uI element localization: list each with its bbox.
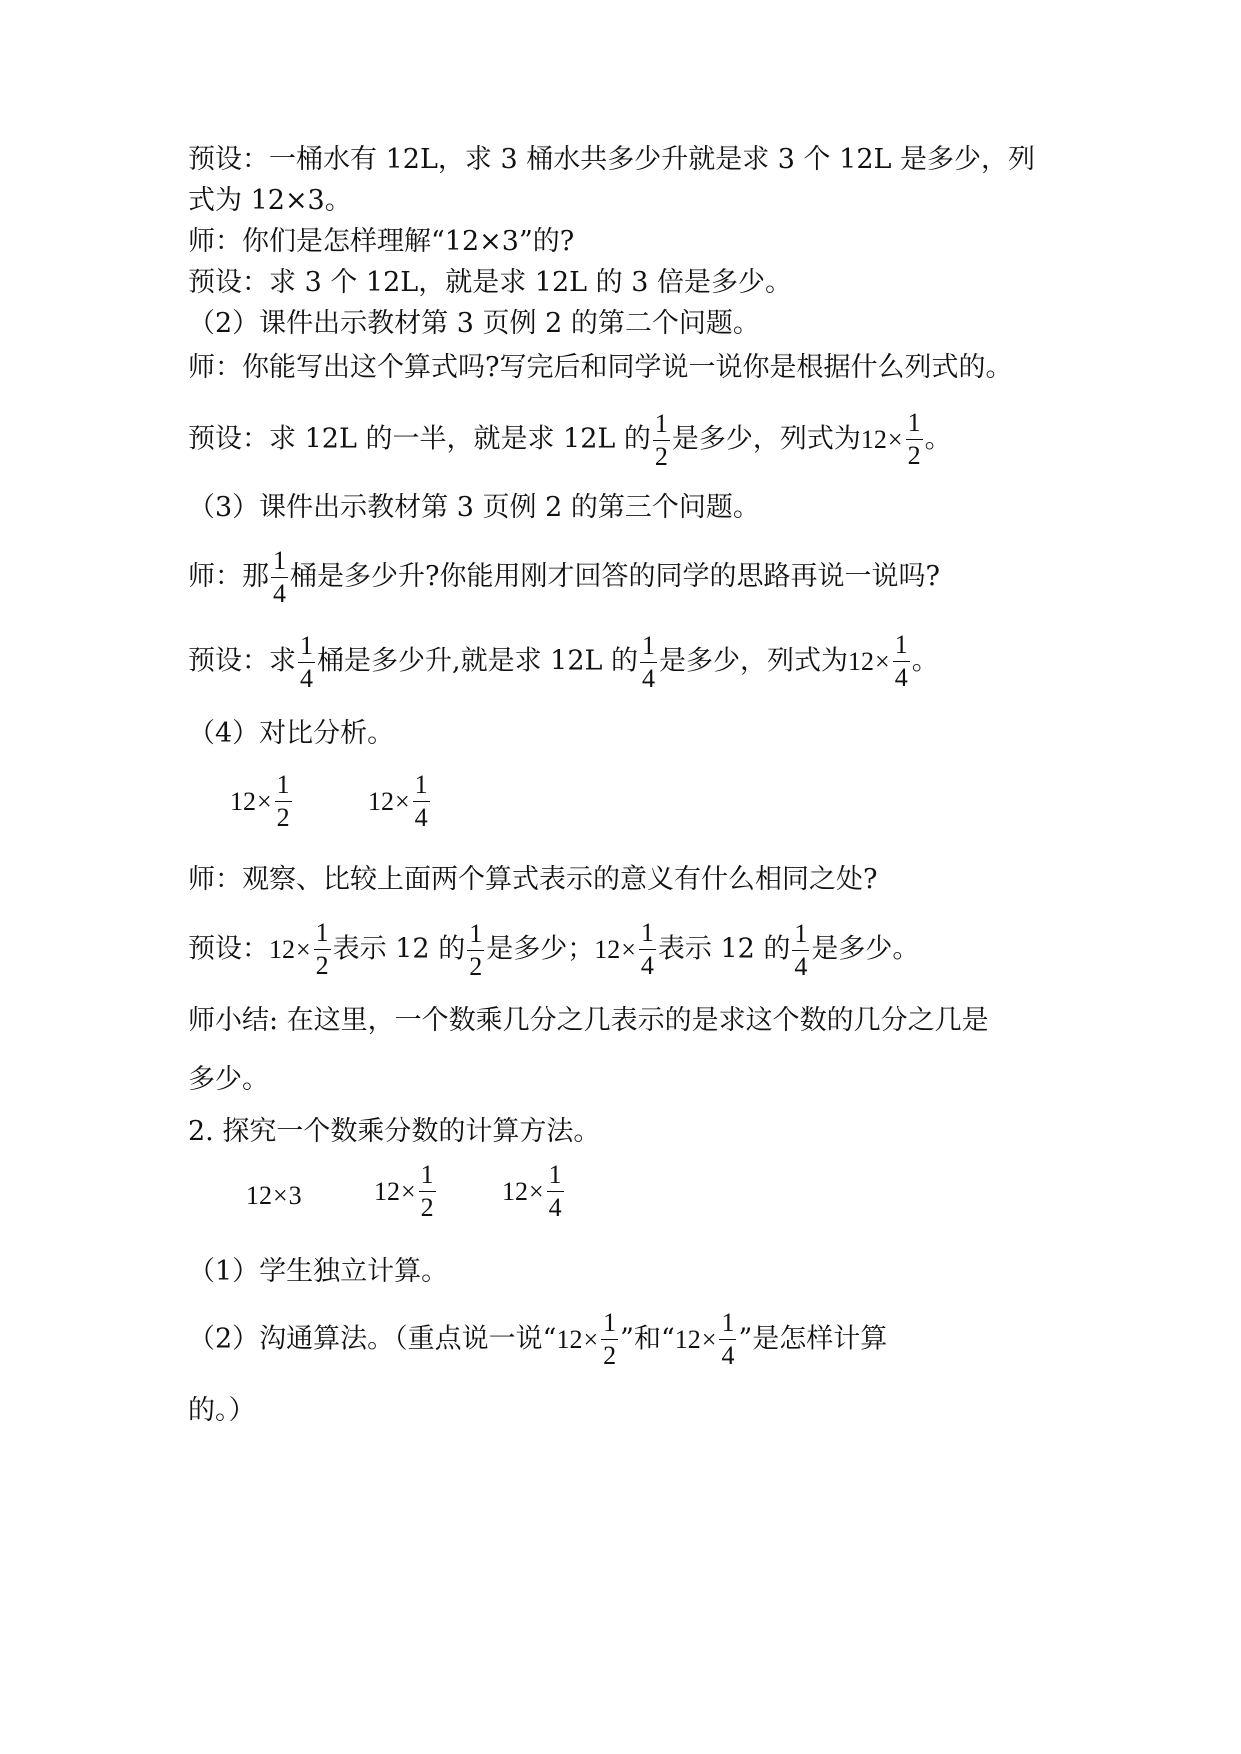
fraction-bar bbox=[419, 1191, 436, 1192]
text-line: 师：你们是怎样理解“12×3”的? bbox=[188, 226, 575, 257]
fraction bbox=[893, 632, 910, 691]
expression bbox=[861, 410, 925, 469]
expression-row bbox=[246, 1178, 302, 1214]
numerator: 1 bbox=[276, 770, 290, 799]
times-sign: × bbox=[701, 1324, 717, 1354]
expression bbox=[368, 772, 432, 831]
denominator: 2 bbox=[654, 441, 668, 471]
times-sign: × bbox=[621, 934, 636, 964]
text-line-with-fractions bbox=[188, 920, 919, 980]
times-sign: × bbox=[401, 1176, 416, 1206]
fraction bbox=[467, 918, 484, 981]
times-sign: × bbox=[296, 934, 311, 964]
operand: 12 bbox=[269, 934, 295, 964]
operand: 12 bbox=[556, 1324, 583, 1354]
fraction-bar bbox=[298, 662, 315, 663]
times-sign: × bbox=[875, 646, 890, 676]
numerator: 1 bbox=[654, 408, 668, 438]
denominator: 2 bbox=[469, 951, 483, 981]
text-line: 的。） bbox=[188, 1395, 256, 1426]
denominator: 4 bbox=[721, 1341, 735, 1370]
denominator: 2 bbox=[420, 1193, 434, 1222]
numerator: 1 bbox=[894, 630, 908, 659]
text-line: 预设：一桶水有 12L，求 3 桶水共多少升就是求 3 个 12L 是多少，列 bbox=[188, 144, 1036, 175]
denominator: 4 bbox=[548, 1193, 562, 1222]
text-segment: 桶是多少升,就是求 12L 的 bbox=[317, 645, 639, 677]
expression bbox=[848, 632, 912, 691]
fraction bbox=[547, 1162, 564, 1221]
text-line: 师：你能写出这个算式吗?写完后和同学说一说你是根据什么列式的。 bbox=[188, 352, 1013, 383]
operand: 12 bbox=[374, 1176, 400, 1206]
text-line: 预设：求 3 个 12L，就是求 12L 的 3 倍是多少。 bbox=[188, 267, 793, 298]
expression bbox=[556, 1310, 620, 1369]
fraction-bar bbox=[547, 1191, 564, 1192]
expression bbox=[269, 920, 333, 979]
fraction bbox=[639, 920, 656, 979]
denominator: 4 bbox=[794, 951, 808, 981]
denominator: 2 bbox=[276, 803, 290, 832]
text-segment: 是多少； bbox=[486, 933, 595, 965]
expression bbox=[594, 920, 658, 979]
denominator: 2 bbox=[603, 1341, 617, 1370]
text-line-with-fractions bbox=[188, 548, 940, 607]
operand: 12 bbox=[502, 1176, 528, 1206]
text-segment: 预设：求 bbox=[188, 645, 296, 677]
fraction bbox=[640, 630, 657, 693]
numerator: 1 bbox=[300, 630, 313, 660]
text-segment: ”和“ bbox=[620, 1323, 675, 1355]
operand: 12 bbox=[246, 1181, 272, 1210]
text-line-with-fractions bbox=[188, 410, 952, 470]
numerator: 1 bbox=[794, 918, 808, 948]
fraction-bar bbox=[719, 1339, 736, 1340]
text-line: （3）课件出示教材第 3 页例 2 的第三个问题。 bbox=[188, 492, 760, 523]
numerator: 1 bbox=[548, 1160, 562, 1189]
fraction-bar bbox=[413, 801, 430, 802]
times-sign: × bbox=[395, 786, 410, 816]
text-segment: 预设：求 12L 的一半，就是求 12L 的 bbox=[188, 423, 651, 455]
numerator: 1 bbox=[640, 918, 654, 947]
denominator: 4 bbox=[300, 663, 313, 693]
fraction bbox=[419, 1162, 436, 1221]
fraction bbox=[719, 1310, 736, 1369]
operand: 12 bbox=[230, 786, 256, 816]
text-segment: （2）沟通算法。（重点说一说“ bbox=[188, 1323, 557, 1355]
text-segment: 是多少。 bbox=[811, 933, 920, 965]
times-sign: × bbox=[529, 1176, 544, 1206]
fraction-bar bbox=[639, 949, 656, 950]
numerator: 1 bbox=[469, 918, 483, 948]
operand: 12 bbox=[368, 786, 394, 816]
text-segment: 桶是多少升?你能用刚才回答的同学的思路再说一说吗? bbox=[290, 561, 940, 592]
text-segment: ”是怎样计算 bbox=[738, 1323, 888, 1355]
times-sign: × bbox=[257, 786, 272, 816]
fraction bbox=[271, 548, 288, 607]
text-line-with-fractions bbox=[188, 632, 939, 692]
fraction bbox=[298, 630, 315, 693]
fraction-bar bbox=[314, 949, 331, 950]
times-sign: × bbox=[273, 1181, 288, 1210]
text-line: 多少。 bbox=[188, 1064, 269, 1095]
times-sign: × bbox=[887, 424, 903, 454]
text-segment: 是多少，列式为 bbox=[671, 423, 861, 455]
numerator: 1 bbox=[273, 546, 286, 575]
text-line: （2）课件出示教材第 3 页例 2 的第二个问题。 bbox=[188, 308, 760, 339]
text-line: （1）学生独立计算。 bbox=[188, 1256, 449, 1287]
fraction bbox=[792, 918, 809, 981]
numerator: 1 bbox=[642, 630, 656, 660]
fraction-bar bbox=[640, 662, 657, 663]
fraction bbox=[275, 772, 292, 831]
numerator: 1 bbox=[414, 770, 428, 799]
text-line: 2. 探究一个数乘分数的计算方法。 bbox=[188, 1116, 601, 1147]
fraction-bar bbox=[653, 440, 670, 441]
expression bbox=[675, 1310, 739, 1369]
text-segment: 预设： bbox=[188, 933, 269, 965]
fraction-bar bbox=[271, 577, 288, 578]
denominator: 4 bbox=[642, 663, 656, 693]
denominator: 4 bbox=[273, 579, 286, 608]
text-segment: 师：那 bbox=[188, 561, 269, 592]
fraction-bar bbox=[906, 439, 923, 440]
text-segment: 表示 12 的 bbox=[332, 933, 466, 965]
operand: 12 bbox=[674, 1324, 701, 1354]
text-segment: 。 bbox=[924, 423, 952, 455]
fraction-bar bbox=[601, 1339, 618, 1340]
operand: 12 bbox=[860, 424, 887, 454]
expression-row bbox=[374, 1162, 438, 1221]
fraction-bar bbox=[275, 801, 292, 802]
fraction-bar bbox=[467, 950, 484, 951]
expression bbox=[502, 1162, 566, 1221]
denominator: 4 bbox=[894, 663, 908, 692]
denominator: 4 bbox=[414, 803, 428, 832]
text-segment: 是多少，列式为 bbox=[659, 645, 849, 677]
numerator: 1 bbox=[721, 1308, 735, 1337]
fraction bbox=[653, 408, 670, 471]
text-segment: 。 bbox=[911, 645, 939, 677]
operand: 12 bbox=[848, 646, 875, 676]
times-sign: × bbox=[583, 1324, 599, 1354]
fraction-bar bbox=[893, 661, 910, 662]
expression bbox=[246, 1178, 302, 1214]
expression-row bbox=[368, 772, 432, 831]
numerator: 1 bbox=[603, 1308, 617, 1337]
expression bbox=[374, 1162, 438, 1221]
numerator: 1 bbox=[907, 408, 921, 437]
fraction-bar bbox=[792, 950, 809, 951]
expression bbox=[230, 772, 294, 831]
text-line: 师：观察、比较上面两个算式表示的意义有什么相同之处? bbox=[188, 864, 878, 895]
expression-row bbox=[230, 772, 294, 831]
numerator: 1 bbox=[420, 1160, 434, 1189]
denominator: 2 bbox=[907, 441, 921, 470]
denominator: 2 bbox=[315, 951, 329, 980]
operand: 3 bbox=[288, 1181, 302, 1210]
expression-row bbox=[502, 1162, 566, 1221]
text-line-with-fractions bbox=[188, 1310, 887, 1369]
fraction bbox=[413, 772, 430, 831]
numerator: 1 bbox=[315, 918, 329, 947]
text-line: 式为 12×3。 bbox=[188, 185, 352, 216]
operand: 12 bbox=[594, 934, 621, 964]
text-segment: 表示 12 的 bbox=[657, 933, 791, 965]
fraction bbox=[601, 1310, 618, 1369]
text-line: （4）对比分析。 bbox=[188, 718, 395, 749]
fraction bbox=[314, 920, 331, 979]
fraction bbox=[906, 410, 923, 469]
text-line: 师小结: 在这里，一个数乘几分之几表示的是求这个数的几分之几是 bbox=[188, 1005, 989, 1036]
denominator: 4 bbox=[640, 951, 654, 980]
